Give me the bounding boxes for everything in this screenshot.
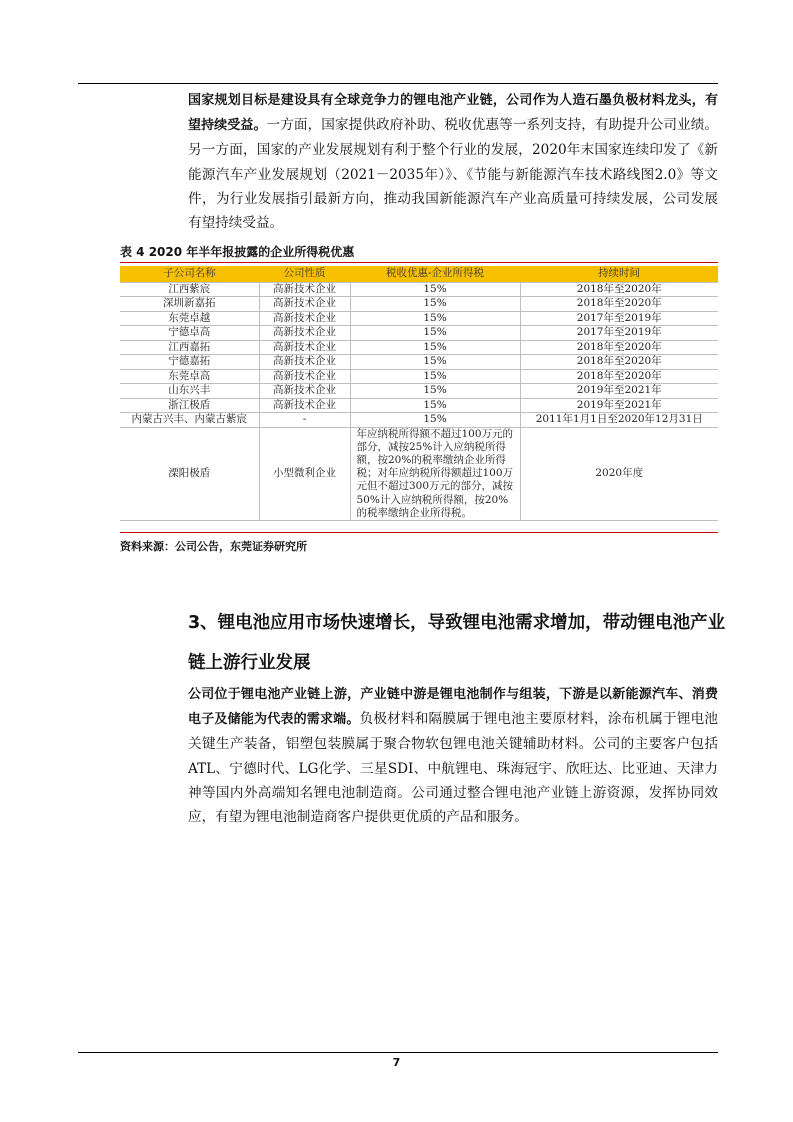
header-rule — [78, 83, 718, 84]
table-row — [120, 311, 718, 326]
cell-subsidiary: 山东兴丰 — [120, 384, 259, 399]
cell-rate: 15% — [350, 326, 520, 341]
cell-period: 2019年至2021年 — [520, 398, 718, 413]
table-row — [120, 413, 718, 428]
cell-rate: 15% — [350, 282, 520, 297]
header-company-type: 公司性质 — [259, 266, 350, 282]
table-row — [120, 326, 718, 341]
cell-period: 2018年至2020年 — [520, 297, 718, 312]
cell-period: 2018年至2020年 — [520, 340, 718, 355]
cell-rate: 15% — [350, 355, 520, 370]
cell-subsidiary: 江西紫宸 — [120, 282, 259, 297]
cell-rate: 15% — [350, 297, 520, 312]
cell-subsidiary: 江西嘉拓 — [120, 340, 259, 355]
cell-subsidiary: 浙江极盾 — [120, 398, 259, 413]
table-row — [120, 427, 718, 520]
section-bold-text: 公司位于锂电池产业链上游，产业链中游是锂电池制作与组装，下游是以新能源汽车、消费电子及储能为代表的需求端。 — [188, 687, 718, 728]
header-subsidiary: 子公司名称 — [120, 266, 259, 282]
table-bottom-rule — [120, 532, 718, 533]
cell-type: 高新技术企业 — [259, 326, 350, 341]
cell-period: 2018年至2020年 — [520, 282, 718, 297]
cell-type: 小型微利企业 — [259, 427, 350, 520]
cell-period: 2017年至2019年 — [520, 311, 718, 326]
cell-type: 高新技术企业 — [259, 297, 350, 312]
cell-rate: 15% — [350, 398, 520, 413]
table-title-rule — [120, 262, 718, 263]
cell-subsidiary: 宁德嘉拓 — [120, 355, 259, 370]
table-row — [120, 282, 718, 297]
table-row — [120, 297, 718, 312]
cell-rate: 15% — [350, 340, 520, 355]
cell-subsidiary: 深圳新嘉拓 — [120, 297, 259, 312]
cell-type: 高新技术企业 — [259, 282, 350, 297]
cell-period: 2020年度 — [520, 427, 718, 520]
header-tax-benefit: 税收优惠-企业所得税 — [350, 266, 520, 282]
page-number: 7 — [392, 1056, 401, 1069]
cell-period: 2019年至2021年 — [520, 384, 718, 399]
section-heading: 3、锂电池应用市场快速增长，导致锂电池需求增加，带动锂电池产业链上游行业发展 — [188, 613, 726, 673]
table-header-row — [120, 266, 718, 282]
cell-type: - — [259, 413, 350, 428]
cell-period: 2018年至2020年 — [520, 355, 718, 370]
cell-type: 高新技术企业 — [259, 384, 350, 399]
intro-paragraph — [188, 88, 718, 235]
table-row — [120, 340, 718, 355]
cell-rate: 15% — [350, 384, 520, 399]
table-source: 资料来源：公司公告，东莞证券研究所 — [120, 540, 307, 553]
table-row — [120, 384, 718, 399]
table-title: 表 4 2020 年半年报披露的企业所得税优惠 — [120, 245, 355, 259]
cell-type: 高新技术企业 — [259, 355, 350, 370]
footer-rule — [78, 1052, 718, 1053]
cell-policy-description: 年应纳税所得额不超过100万元的部分，减按25%计入应纳税所得额，按20%的税率缴纳企业所得税；对年应纳税所得额超过100万元但不超过300万元的部分，减按50%计入应纳税所得额，按20%的税率缴纳企业所得税。 — [350, 427, 520, 520]
cell-rate: 15% — [350, 413, 520, 428]
cell-period: 2011年1月1日至2020年12月31日 — [520, 413, 718, 428]
intro-bold-text: 国家规划目标是建设具有全球竞争力的锂电池产业链，公司作为人造石墨负极材料龙头，有望持续受益。 — [188, 93, 718, 134]
cell-subsidiary: 东莞卓高 — [120, 369, 259, 384]
cell-type: 高新技术企业 — [259, 311, 350, 326]
cell-subsidiary: 内蒙古兴丰、内蒙古紫宸 — [120, 413, 259, 428]
table-row — [120, 355, 718, 370]
cell-subsidiary: 溧阳极盾 — [120, 427, 259, 520]
table-row — [120, 398, 718, 413]
cell-rate: 15% — [350, 311, 520, 326]
cell-type: 高新技术企业 — [259, 340, 350, 355]
section-paragraph — [188, 682, 718, 829]
cell-subsidiary: 宁德卓高 — [120, 326, 259, 341]
header-duration: 持续时间 — [520, 266, 718, 282]
cell-period: 2017年至2019年 — [520, 326, 718, 341]
cell-type: 高新技术企业 — [259, 369, 350, 384]
cell-period: 2018年至2020年 — [520, 369, 718, 384]
cell-rate: 15% — [350, 369, 520, 384]
section-normal-text: 负极材料和隔膜属于锂电池主要原材料，涂布机属于锂电池关键生产装备，铝塑包装膜属于聚合物软包锂电池关键辅助材料。公司的主要客户包括ATL、宁德时代、LG化学、三星SDI、中航锂电、珠海冠宇、欣旺达、比亚迪、天津力神等国内外高端知名锂电池制造商。公司通过整合锂电池产业链上游资源，发挥协同效应，有望为锂电池制造商客户提供更优质的产品和服务。 — [188, 711, 718, 826]
cell-subsidiary: 东莞卓越 — [120, 311, 259, 326]
cell-type: 高新技术企业 — [259, 398, 350, 413]
tax-benefit-table — [120, 266, 718, 521]
intro-normal-text: 一方面，国家提供政府补助、税收优惠等一系列支持，有助提升公司业绩。另一方面，国家的产业发展规划有利于整个行业的发展，2020年末国家连续印发了《新能源汽车产业发展规划（2021－2035年）》、《节能与新能源汽车技术路线图2.0》等文件，为行业发展指引最新方向，推动我国新能源汽车产业高质量可持续发展，公司发展有望持续受益。 — [188, 117, 718, 232]
table-row — [120, 369, 718, 384]
